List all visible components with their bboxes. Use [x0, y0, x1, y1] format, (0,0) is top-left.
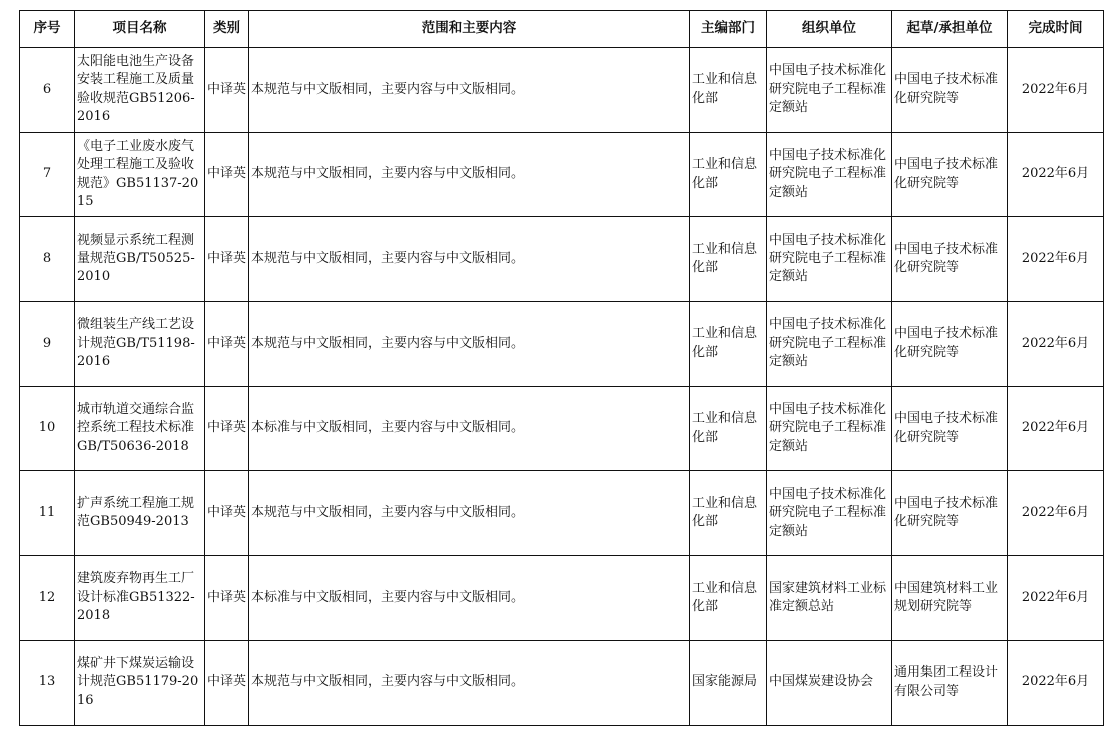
cell-scope: 本规范与中文版相同，主要内容与中文版相同。 — [249, 48, 690, 133]
header-org: 组织单位 — [767, 11, 892, 48]
cell-category: 中译英 — [205, 48, 249, 133]
header-scope: 范围和主要内容 — [249, 11, 690, 48]
cell-org: 国家建筑材料工业标准定额总站 — [767, 556, 892, 641]
cell-org: 中国电子技术标准化研究院电子工程标准定额站 — [767, 48, 892, 133]
cell-scope: 本标准与中文版相同，主要内容与中文版相同。 — [249, 556, 690, 641]
cell-num: 12 — [20, 556, 75, 641]
cell-org: 中国电子技术标准化研究院电子工程标准定额站 — [767, 302, 892, 387]
cell-date: 2022年6月 — [1008, 386, 1104, 471]
cell-dept: 工业和信息化部 — [690, 556, 767, 641]
cell-scope: 本规范与中文版相同，主要内容与中文版相同。 — [249, 302, 690, 387]
cell-scope: 本规范与中文版相同，主要内容与中文版相同。 — [249, 471, 690, 556]
cell-category: 中译英 — [205, 556, 249, 641]
cell-date: 2022年6月 — [1008, 640, 1104, 725]
cell-drafter: 中国电子技术标准化研究院等 — [892, 386, 1008, 471]
cell-drafter: 通用集团工程设计有限公司等 — [892, 640, 1008, 725]
cell-date: 2022年6月 — [1008, 556, 1104, 641]
cell-category: 中译英 — [205, 471, 249, 556]
cell-num: 9 — [20, 302, 75, 387]
table-row — [20, 217, 1104, 302]
cell-date: 2022年6月 — [1008, 471, 1104, 556]
cell-date: 2022年6月 — [1008, 217, 1104, 302]
header-drafter: 起草/承担单位 — [892, 11, 1008, 48]
cell-name: 太阳能电池生产设备安装工程施工及质量验收规范GB51206-2016 — [75, 48, 205, 133]
cell-scope: 本规范与中文版相同，主要内容与中文版相同。 — [249, 640, 690, 725]
cell-name: 煤矿井下煤炭运输设计规范GB51179-2016 — [75, 640, 205, 725]
cell-drafter: 中国电子技术标准化研究院等 — [892, 132, 1008, 217]
header-category: 类别 — [205, 11, 249, 48]
cell-drafter: 中国电子技术标准化研究院等 — [892, 471, 1008, 556]
cell-date: 2022年6月 — [1008, 132, 1104, 217]
cell-scope: 本规范与中文版相同，主要内容与中文版相同。 — [249, 132, 690, 217]
cell-name: 扩声系统工程施工规范GB50949-2013 — [75, 471, 205, 556]
cell-dept: 工业和信息化部 — [690, 302, 767, 387]
cell-drafter: 中国建筑材料工业规划研究院等 — [892, 556, 1008, 641]
cell-category: 中译英 — [205, 217, 249, 302]
cell-scope: 本规范与中文版相同，主要内容与中文版相同。 — [249, 217, 690, 302]
cell-num: 11 — [20, 471, 75, 556]
header-dept: 主编部门 — [690, 11, 767, 48]
header-name: 项目名称 — [75, 11, 205, 48]
table-row — [20, 640, 1104, 725]
cell-dept: 国家能源局 — [690, 640, 767, 725]
table-row — [20, 556, 1104, 641]
cell-scope: 本标准与中文版相同，主要内容与中文版相同。 — [249, 386, 690, 471]
cell-category: 中译英 — [205, 640, 249, 725]
cell-dept: 工业和信息化部 — [690, 48, 767, 133]
cell-num: 6 — [20, 48, 75, 133]
cell-category: 中译英 — [205, 302, 249, 387]
table-row — [20, 132, 1104, 217]
cell-num: 7 — [20, 132, 75, 217]
cell-org: 中国煤炭建设协会 — [767, 640, 892, 725]
cell-drafter: 中国电子技术标准化研究院等 — [892, 217, 1008, 302]
cell-category: 中译英 — [205, 386, 249, 471]
cell-name: 建筑废弃物再生工厂设计标准GB51322-2018 — [75, 556, 205, 641]
cell-category: 中译英 — [205, 132, 249, 217]
cell-dept: 工业和信息化部 — [690, 132, 767, 217]
table-row — [20, 302, 1104, 387]
cell-drafter: 中国电子技术标准化研究院等 — [892, 302, 1008, 387]
table-row — [20, 471, 1104, 556]
table-header-row — [20, 11, 1104, 48]
header-num: 序号 — [20, 11, 75, 48]
header-date: 完成时间 — [1008, 11, 1104, 48]
cell-dept: 工业和信息化部 — [690, 386, 767, 471]
cell-num: 13 — [20, 640, 75, 725]
cell-org: 中国电子技术标准化研究院电子工程标准定额站 — [767, 386, 892, 471]
standards-table — [19, 10, 1104, 726]
cell-org: 中国电子技术标准化研究院电子工程标准定额站 — [767, 217, 892, 302]
cell-num: 10 — [20, 386, 75, 471]
cell-dept: 工业和信息化部 — [690, 471, 767, 556]
cell-name: 城市轨道交通综合监控系统工程技术标准GB/T50636-2018 — [75, 386, 205, 471]
cell-num: 8 — [20, 217, 75, 302]
cell-org: 中国电子技术标准化研究院电子工程标准定额站 — [767, 132, 892, 217]
cell-name: 《电子工业废水废气处理工程施工及验收规范》GB51137-2015 — [75, 132, 205, 217]
cell-name: 视频显示系统工程测量规范GB/T50525-2010 — [75, 217, 205, 302]
cell-name: 微组装生产线工艺设计规范GB/T51198-2016 — [75, 302, 205, 387]
table-row — [20, 386, 1104, 471]
table-row — [20, 48, 1104, 133]
cell-date: 2022年6月 — [1008, 48, 1104, 133]
cell-drafter: 中国电子技术标准化研究院等 — [892, 48, 1008, 133]
cell-dept: 工业和信息化部 — [690, 217, 767, 302]
cell-date: 2022年6月 — [1008, 302, 1104, 387]
cell-org: 中国电子技术标准化研究院电子工程标准定额站 — [767, 471, 892, 556]
